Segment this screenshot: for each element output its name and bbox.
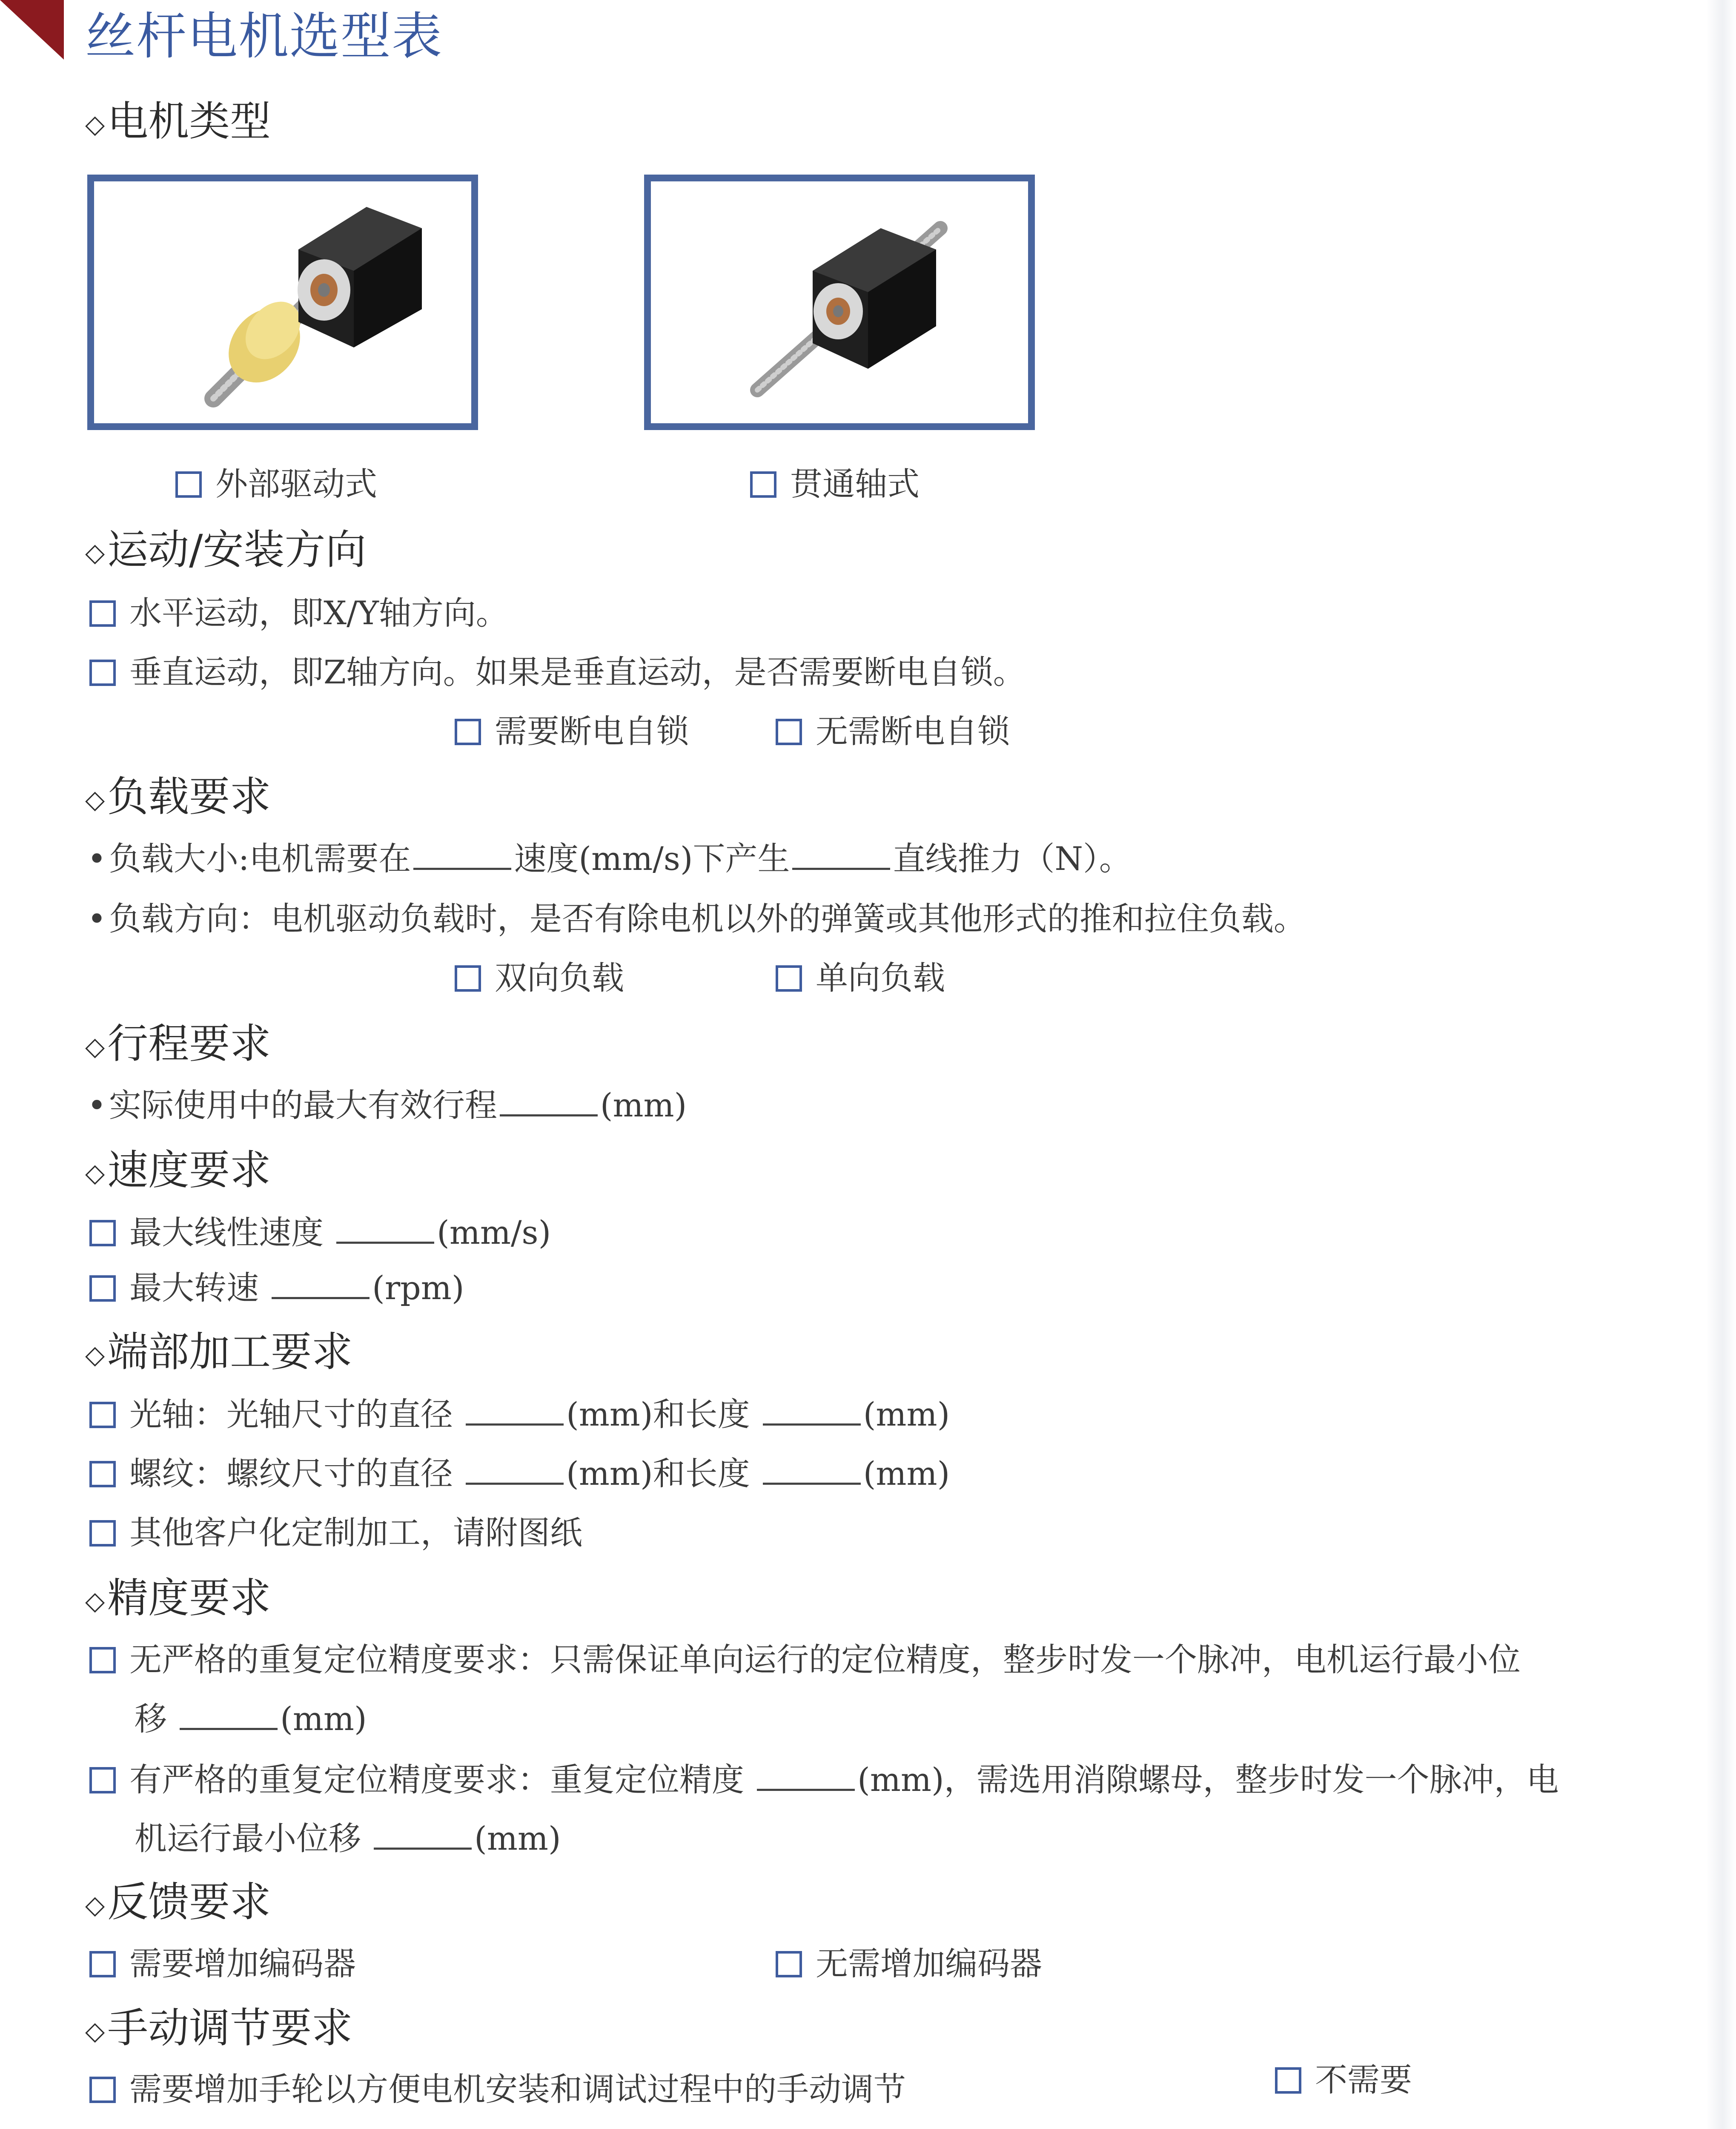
diamond-icon: ◇ xyxy=(85,1586,105,1616)
option-smooth-shaft[interactable]: 光轴：光轴尺寸的直径 (mm)和长度 (mm) xyxy=(89,1391,950,1438)
option-external-drive[interactable]: 外部驱动式 xyxy=(175,461,377,508)
stroke-line: •实际使用中的最大有效行程 (mm) xyxy=(87,1082,687,1129)
checkbox[interactable] xyxy=(89,1220,116,1246)
through-shaft-motor-illustration xyxy=(651,181,1028,423)
checkbox[interactable] xyxy=(89,1767,116,1793)
load-size-line: •负载大小:电机需要在 速度(mm/s)下产生 直线推力（N）。 xyxy=(87,835,1132,882)
checkbox[interactable] xyxy=(89,1951,116,1977)
thrust-input-line[interactable] xyxy=(792,838,890,870)
checkbox[interactable] xyxy=(455,719,481,745)
min-displacement-input-line[interactable] xyxy=(180,1698,278,1730)
checkbox[interactable] xyxy=(89,1275,116,1302)
diamond-icon: ◇ xyxy=(85,1340,105,1370)
option-vertical[interactable]: 垂直运动，即Z轴方向。如果是垂直运动，是否需要断电自锁。 xyxy=(89,649,1026,696)
diamond-icon: ◇ xyxy=(85,1158,105,1188)
checkbox[interactable] xyxy=(89,2077,116,2103)
page-title: 丝杆电机选型表 xyxy=(85,7,443,66)
motor-image-external xyxy=(87,175,478,430)
speed-input-line[interactable] xyxy=(413,838,511,870)
option-through-shaft[interactable]: 贯通轴式 xyxy=(750,461,920,508)
rpm-input-line[interactable] xyxy=(272,1267,370,1299)
thread-length-input-line[interactable] xyxy=(763,1453,861,1485)
strict-min-displacement-input-line[interactable] xyxy=(374,1818,472,1850)
motor-image-through-shaft xyxy=(644,175,1035,430)
external-drive-motor-illustration xyxy=(94,181,471,423)
section-environment xyxy=(85,2127,271,2129)
checkbox[interactable] xyxy=(89,1647,116,1673)
option-unidirectional-load[interactable]: 单向负载 xyxy=(776,955,945,1001)
title-corner-marker xyxy=(0,0,64,60)
section-precision: ◇精度要求 xyxy=(85,1574,271,1622)
page-edge-shadow xyxy=(1706,0,1736,2129)
linear-speed-input-line[interactable] xyxy=(336,1212,434,1244)
option-bidirectional-load[interactable]: 双向负载 xyxy=(455,955,624,1001)
strict-precision-line2: 机运行最小位移 (mm) xyxy=(135,1815,561,1862)
diamond-icon: ◇ xyxy=(85,1890,105,1920)
checkbox[interactable] xyxy=(776,719,802,745)
option-encoder-not-needed[interactable]: 无需增加编码器 xyxy=(776,1940,1042,1987)
option-handwheel-needed[interactable]: 需要增加手轮以方便电机安装和调试过程中的手动调节 xyxy=(89,2066,906,2113)
option-lock-no[interactable]: 无需断电自锁 xyxy=(776,708,1010,755)
option-no-strict-precision[interactable]: 无严格的重复定位精度要求：只需保证单向运行的定位精度，整步时发一个脉冲，电机运行最小位 xyxy=(89,1636,1521,1683)
section-end-machining: ◇端部加工要求 xyxy=(85,1328,353,1376)
shaft-diameter-input-line[interactable] xyxy=(466,1394,564,1426)
checkbox[interactable] xyxy=(455,965,481,992)
checkbox[interactable] xyxy=(89,1461,116,1487)
section-load: ◇负载要求 xyxy=(85,773,271,821)
stroke-input-line[interactable] xyxy=(500,1085,598,1116)
checkbox[interactable] xyxy=(776,1951,802,1977)
section-motor-type xyxy=(85,94,271,152)
option-lock-yes[interactable]: 需要断电自锁 xyxy=(455,708,689,755)
diamond-icon: ◇ xyxy=(85,784,105,815)
checkbox[interactable] xyxy=(776,965,802,992)
section-feedback: ◇反馈要求 xyxy=(85,1878,271,1926)
section-manual-adjust: ◇手动调节要求 xyxy=(85,2004,353,2052)
thread-diameter-input-line[interactable] xyxy=(466,1453,564,1485)
checkbox[interactable] xyxy=(750,471,776,498)
checkbox[interactable] xyxy=(1275,2067,1301,2094)
option-custom-machining[interactable]: 其他客户化定制加工，请附图纸 xyxy=(89,1509,582,1556)
diamond-icon: ◇ xyxy=(85,2016,105,2046)
repeat-precision-input-line[interactable] xyxy=(757,1759,855,1791)
diamond-icon: ◇ xyxy=(85,109,105,139)
option-strict-precision[interactable]: 有严格的重复定位精度要求：重复定位精度 (mm)，需选用消隙螺母，整步时发一个脉冲，电 xyxy=(89,1756,1559,1803)
section-speed: ◇速度要求 xyxy=(85,1146,271,1194)
option-horizontal[interactable]: 水平运动，即X/Y轴方向。 xyxy=(89,590,508,637)
option-handwheel-not-needed[interactable]: 不需要 xyxy=(1275,2057,1412,2103)
section-heading: 电机类型 xyxy=(107,98,271,145)
checkbox[interactable] xyxy=(89,600,116,627)
shaft-length-input-line[interactable] xyxy=(763,1394,861,1426)
section-stroke: ◇行程要求 xyxy=(85,1020,271,1067)
checkbox[interactable] xyxy=(89,1520,116,1547)
checkbox[interactable] xyxy=(175,471,202,498)
option-encoder-needed[interactable]: 需要增加编码器 xyxy=(89,1940,356,1987)
checkbox[interactable] xyxy=(89,660,116,686)
section-motion: ◇运动/安装方向 xyxy=(85,526,367,574)
option-max-linear-speed[interactable]: 最大线性速度 (mm/s) xyxy=(89,1209,551,1256)
option-thread[interactable]: 螺纹：螺纹尺寸的直径 (mm)和长度 (mm) xyxy=(89,1450,950,1497)
diamond-icon: ◇ xyxy=(85,537,105,568)
option-max-rotation-speed[interactable]: 最大转速 (rpm) xyxy=(89,1265,464,1311)
no-strict-precision-line2: 移 (mm) xyxy=(135,1696,367,1742)
diamond-icon: ◇ xyxy=(85,1031,105,1062)
checkbox[interactable] xyxy=(89,1402,116,1428)
load-direction-line: •负载方向：电机驱动负载时，是否有除电机以外的弹簧或其他形式的推和拉住负载。 xyxy=(87,900,1306,938)
